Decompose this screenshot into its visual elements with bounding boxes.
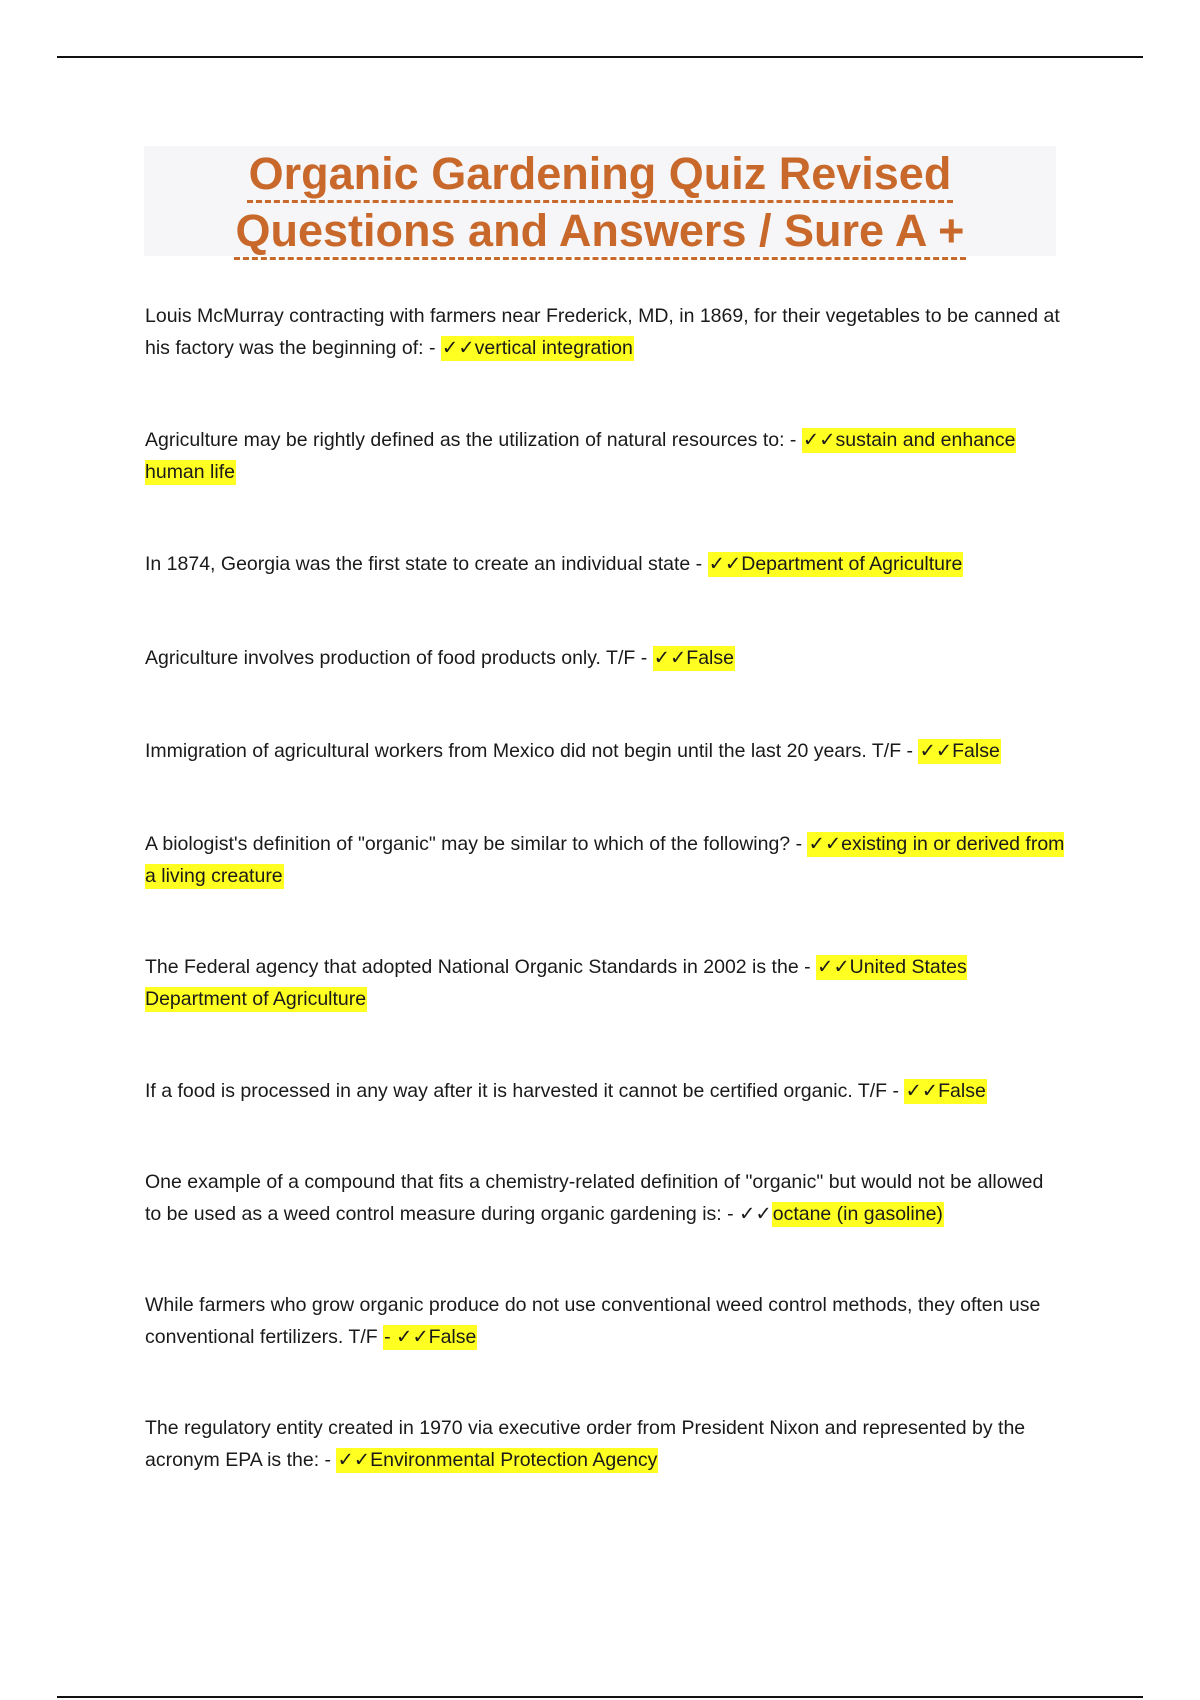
qa-item-1 [145,300,1065,364]
qa-item-6 [145,828,1065,892]
qa-item-4 [145,642,1065,674]
question-text: Louis McMurray contracting with farmers near Frederick, MD, in 1869, for their vegetables to be canned at his factory was the beginning of: - [145,305,1060,359]
qa-item-3 [145,548,1065,580]
qa-item-7 [145,951,1065,1015]
answer-highlight: ✓✓United States Department of Agriculture [145,956,967,1010]
answer-prefix: ✓✓ [739,1203,772,1225]
qa-item-5 [145,735,1065,767]
top-rule [57,56,1143,58]
answer-highlight: ✓✓existing in or derived from a living creature [145,833,1065,887]
answer-highlight: ✓✓sustain and enhance human life [145,429,1016,483]
document-title-line-1: Organic Gardening Quiz Revised [247,148,954,203]
question-text: In 1874, Georgia was the first state to create an individual state - [145,553,708,575]
title-block [144,146,1056,256]
answer-highlight: ✓✓vertical integration [441,337,633,359]
answer-highlight: ✓✓Environmental Protection Agency [337,1449,658,1471]
qa-item-8 [145,1075,1065,1107]
question-text: Immigration of agricultural workers from Mexico did not begin until the last 20 years. T/F - [145,740,919,762]
answer-highlight: octane (in gasoline) [772,1203,943,1225]
question-text: One example of a compound that fits a chemistry-related definition of "organic" but would not be allowed to be used as a weed control measure during organic gardening is: - [145,1171,1044,1225]
question-text: Agriculture may be rightly defined as the utilization of natural resources to: - [145,429,802,451]
qa-item-10 [145,1289,1065,1353]
document-title-line-2: Questions and Answers / Sure A + [234,205,967,260]
qa-item-9 [145,1166,1065,1230]
question-text: The regulatory entity created in 1970 via executive order from President Nixon and represented by the acronym EPA is the: - [145,1417,1026,1471]
qa-item-11 [145,1412,1065,1476]
answer-highlight: ✓✓False [905,1080,986,1102]
question-text: While farmers who grow organic produce do not use conventional weed control methods, they often use conventional fertilizers. T/F [145,1294,1041,1348]
answer-highlight: ✓✓False [919,740,1000,762]
question-text: The Federal agency that adopted National Organic Standards in 2002 is the - [145,956,816,978]
bottom-rule [57,1696,1143,1698]
answer-highlight: - ✓✓False [384,1326,477,1348]
answer-highlight: ✓✓False [653,647,734,669]
qa-item-2 [145,424,1065,488]
question-text: If a food is processed in any way after it is harvested it cannot be certified organic. T/F - [145,1080,905,1102]
question-text: Agriculture involves production of food products only. T/F - [145,647,653,669]
answer-highlight: ✓✓Department of Agriculture [708,553,963,575]
question-text: A biologist's definition of "organic" may be similar to which of the following? - [145,833,808,855]
